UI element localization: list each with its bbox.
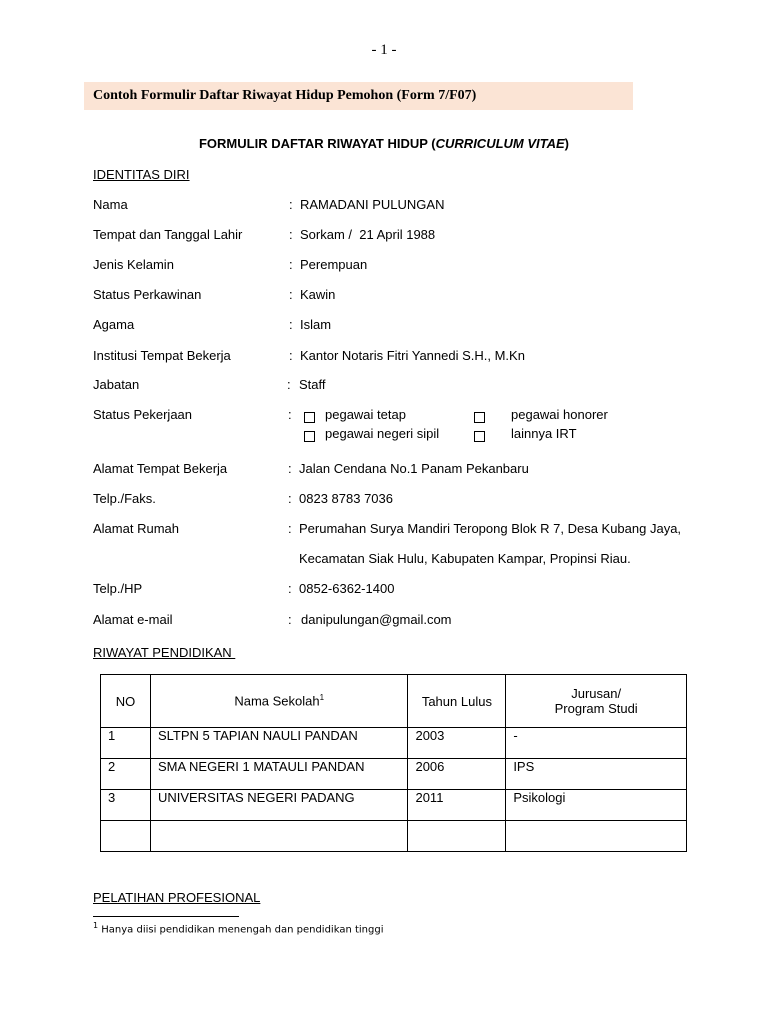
colon: : bbox=[289, 287, 293, 302]
checkbox-lainnya[interactable] bbox=[474, 428, 485, 443]
colon: : bbox=[289, 317, 293, 332]
colon: : bbox=[289, 197, 293, 212]
value-ttl: Sorkam / 21 April 1988 bbox=[300, 227, 436, 242]
cell-major: Psikologi bbox=[506, 790, 687, 821]
banner-title: Contoh Formulir Daftar Riwayat Hidup Pemohon (Form 7/F07) bbox=[93, 88, 477, 103]
label-alamat-rumah: Alamat Rumah bbox=[93, 521, 179, 536]
colon: : bbox=[287, 377, 291, 392]
footnote-mark: 1 bbox=[93, 921, 99, 930]
doc-title-suffix: ) bbox=[564, 136, 570, 151]
label-jenis-kelamin: Jenis Kelamin bbox=[93, 257, 174, 272]
value-jabatan: Staff bbox=[299, 377, 326, 392]
value-jenis-kelamin: Perempuan bbox=[300, 257, 368, 272]
header-major-line2: Program Studi bbox=[554, 701, 638, 716]
cell-year: 2006 bbox=[408, 759, 506, 790]
checkbox-icon bbox=[304, 431, 315, 442]
checkbox-pegawai-negeri-sipil[interactable] bbox=[304, 428, 315, 443]
document-title bbox=[0, 136, 768, 151]
cell-no bbox=[101, 821, 151, 852]
colon: : bbox=[289, 257, 293, 272]
header-no: NO bbox=[101, 675, 151, 728]
label-ttl: Tempat dan Tanggal Lahir bbox=[93, 227, 243, 242]
option-pegawai-tetap: pegawai tetap bbox=[325, 407, 406, 422]
table-header-row bbox=[101, 675, 687, 728]
label-status-perkawinan: Status Perkawinan bbox=[93, 287, 202, 302]
cell-major: - bbox=[506, 728, 687, 759]
cell-no: 2 bbox=[101, 759, 151, 790]
checkbox-icon bbox=[304, 412, 315, 423]
label-institusi: Institusi Tempat Bekerja bbox=[93, 348, 231, 363]
label-email: Alamat e-mail bbox=[93, 612, 173, 627]
header-major bbox=[506, 675, 687, 728]
education-heading: RIWAYAT PENDIDIKAN bbox=[93, 645, 236, 660]
cell-school: SLTPN 5 TAPIAN NAULI PANDAN bbox=[150, 728, 408, 759]
value-telp-hp: 0852-6362-1400 bbox=[299, 581, 395, 596]
checkbox-icon bbox=[474, 431, 485, 442]
checkbox-icon bbox=[474, 412, 485, 423]
cell-year bbox=[408, 821, 506, 852]
checkbox-pegawai-honorer[interactable] bbox=[474, 409, 485, 424]
education-table bbox=[100, 674, 687, 852]
colon: : bbox=[288, 407, 292, 422]
identity-heading: IDENTITAS DIRI bbox=[93, 167, 190, 182]
cell-year: 2011 bbox=[408, 790, 506, 821]
footnote-divider bbox=[93, 916, 239, 917]
checkbox-pegawai-tetap[interactable] bbox=[304, 409, 315, 424]
label-status-pekerjaan: Status Pekerjaan bbox=[93, 407, 193, 422]
doc-title-prefix: FORMULIR DAFTAR RIWAYAT HIDUP ( bbox=[198, 136, 436, 151]
header-year: Tahun Lulus bbox=[408, 675, 506, 728]
page-number: - 1 - bbox=[371, 42, 397, 58]
doc-title-italic: CURRICULUM VITAE bbox=[435, 136, 565, 151]
label-nama: Nama bbox=[93, 197, 128, 212]
option-pegawai-negeri-sipil: pegawai negeri sipil bbox=[325, 426, 440, 441]
table-row bbox=[101, 790, 687, 821]
table-row bbox=[101, 759, 687, 790]
value-telp-faks: 0823 8783 7036 bbox=[299, 491, 393, 506]
label-telp-faks: Telp./Faks. bbox=[93, 491, 156, 506]
colon: : bbox=[288, 491, 292, 506]
value-alamat-rumah-line2: Kecamatan Siak Hulu, Kabupaten Kampar, Propinsi Riau. bbox=[299, 551, 631, 566]
cell-major bbox=[506, 821, 687, 852]
header-school-label: Nama Sekolah bbox=[234, 693, 320, 709]
table-row bbox=[101, 728, 687, 759]
option-pegawai-honorer: pegawai honorer bbox=[511, 407, 608, 422]
colon: : bbox=[288, 521, 292, 536]
cell-school bbox=[150, 821, 408, 852]
option-lainnya: lainnya IRT bbox=[511, 426, 577, 441]
header-major-line1: Jurusan/ bbox=[571, 686, 622, 701]
label-jabatan: Jabatan bbox=[93, 377, 140, 392]
colon: : bbox=[289, 227, 293, 242]
header-school bbox=[150, 675, 408, 728]
value-institusi: Kantor Notaris Fitri Yannedi S.H., M.Kn bbox=[300, 348, 525, 363]
value-alamat-tempat-bekerja: Jalan Cendana No.1 Panam Pekanbaru bbox=[299, 461, 529, 476]
label-telp-hp: Telp./HP bbox=[93, 581, 143, 596]
label-alamat-tempat-bekerja: Alamat Tempat Bekerja bbox=[93, 461, 228, 476]
footnote bbox=[93, 921, 383, 935]
footnote-ref: 1 bbox=[319, 693, 325, 703]
cell-major: IPS bbox=[506, 759, 687, 790]
form-banner bbox=[84, 82, 633, 110]
colon: : bbox=[289, 348, 293, 363]
cell-school: UNIVERSITAS NEGERI PADANG bbox=[150, 790, 408, 821]
colon: : bbox=[288, 581, 292, 596]
colon: : bbox=[288, 612, 292, 627]
cell-no: 1 bbox=[101, 728, 151, 759]
value-status-perkawinan: Kawin bbox=[300, 287, 336, 302]
value-nama: RAMADANI PULUNGAN bbox=[300, 197, 445, 212]
colon: : bbox=[288, 461, 292, 476]
value-agama: Islam bbox=[300, 317, 332, 332]
value-alamat-rumah: Perumahan Surya Mandiri Teropong Blok R 7, Desa Kubang Jaya, bbox=[299, 521, 682, 536]
training-heading: PELATIHAN PROFESIONAL bbox=[93, 890, 261, 905]
label-agama: Agama bbox=[93, 317, 135, 332]
cell-school: SMA NEGERI 1 MATAULI PANDAN bbox=[150, 759, 408, 790]
table-row bbox=[101, 821, 687, 852]
footnote-text: Hanya diisi pendidikan menengah dan pendidikan tinggi bbox=[98, 924, 384, 936]
cell-no: 3 bbox=[101, 790, 151, 821]
cell-year: 2003 bbox=[408, 728, 506, 759]
value-email: danipulungan@gmail.com bbox=[301, 612, 452, 627]
